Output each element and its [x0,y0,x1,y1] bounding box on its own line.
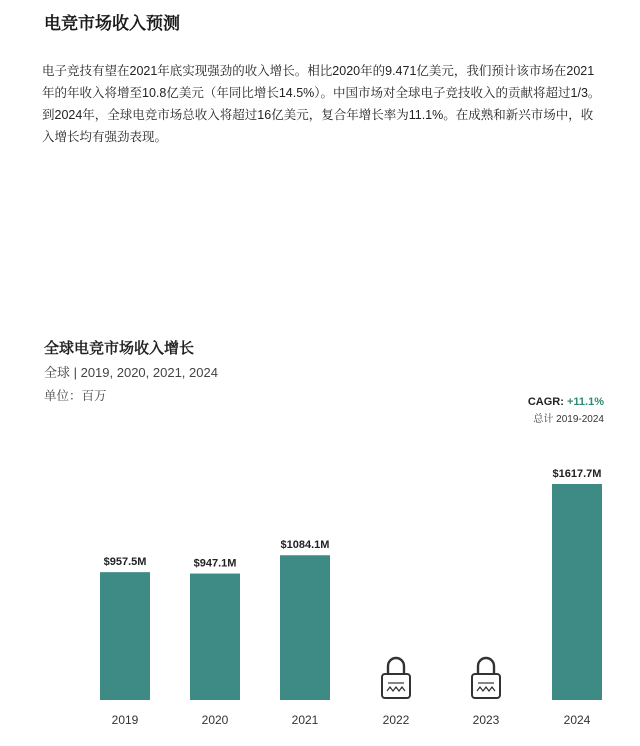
page-title: 电竞市场收入预测 [44,14,180,33]
x-tick-label-2020: 2020 [201,713,229,727]
article-paragraph: 电子竞技有望在2021年底实现强劲的收入增长。相比2020年的9.471亿美元，我们预计该市场在2021年的年收入将增至10.8亿美元（年同比增长14.5%）。中国市场对全球电子竞技收入的贡献将超过1/3。到2024年，全球电竞市场总收入将超过16亿美元，复合年增长率为11.1%。在成熟和新兴市场中，收入增长均有强劲表现。 [42,64,601,144]
lock-icon [382,658,410,698]
bar-2021 [280,555,330,700]
x-tick-label-2019: 2019 [111,713,139,727]
chart-unit-label: 单位：百万 [44,389,107,403]
data-label-2020: $947.1M [193,557,237,570]
bar-2024 [552,484,602,700]
bar-2020 [190,574,240,700]
cagr-label: CAGR: [527,396,564,408]
data-label-2024: $1617.7M [552,468,602,480]
data-label-2021: $1084.1M [280,539,330,552]
x-tick-label-2022: 2022 [382,713,410,727]
bar-2019 [100,572,150,700]
chart-title: 全球电竞市场收入增长 [44,340,195,357]
cagr-value: +11.1% [566,396,604,408]
x-tick-label-2023: 2023 [472,713,500,727]
data-label-2019: $957.5M [103,556,147,569]
x-tick-label-2021: 2021 [291,713,319,727]
cagr-note: 总计 2019-2024 [533,414,604,425]
lock-icon [472,658,500,698]
chart-subtitle: 全球 | 2019, 2020, 2021, 2024 [44,365,218,380]
x-tick-label-2024: 2024 [563,713,591,727]
